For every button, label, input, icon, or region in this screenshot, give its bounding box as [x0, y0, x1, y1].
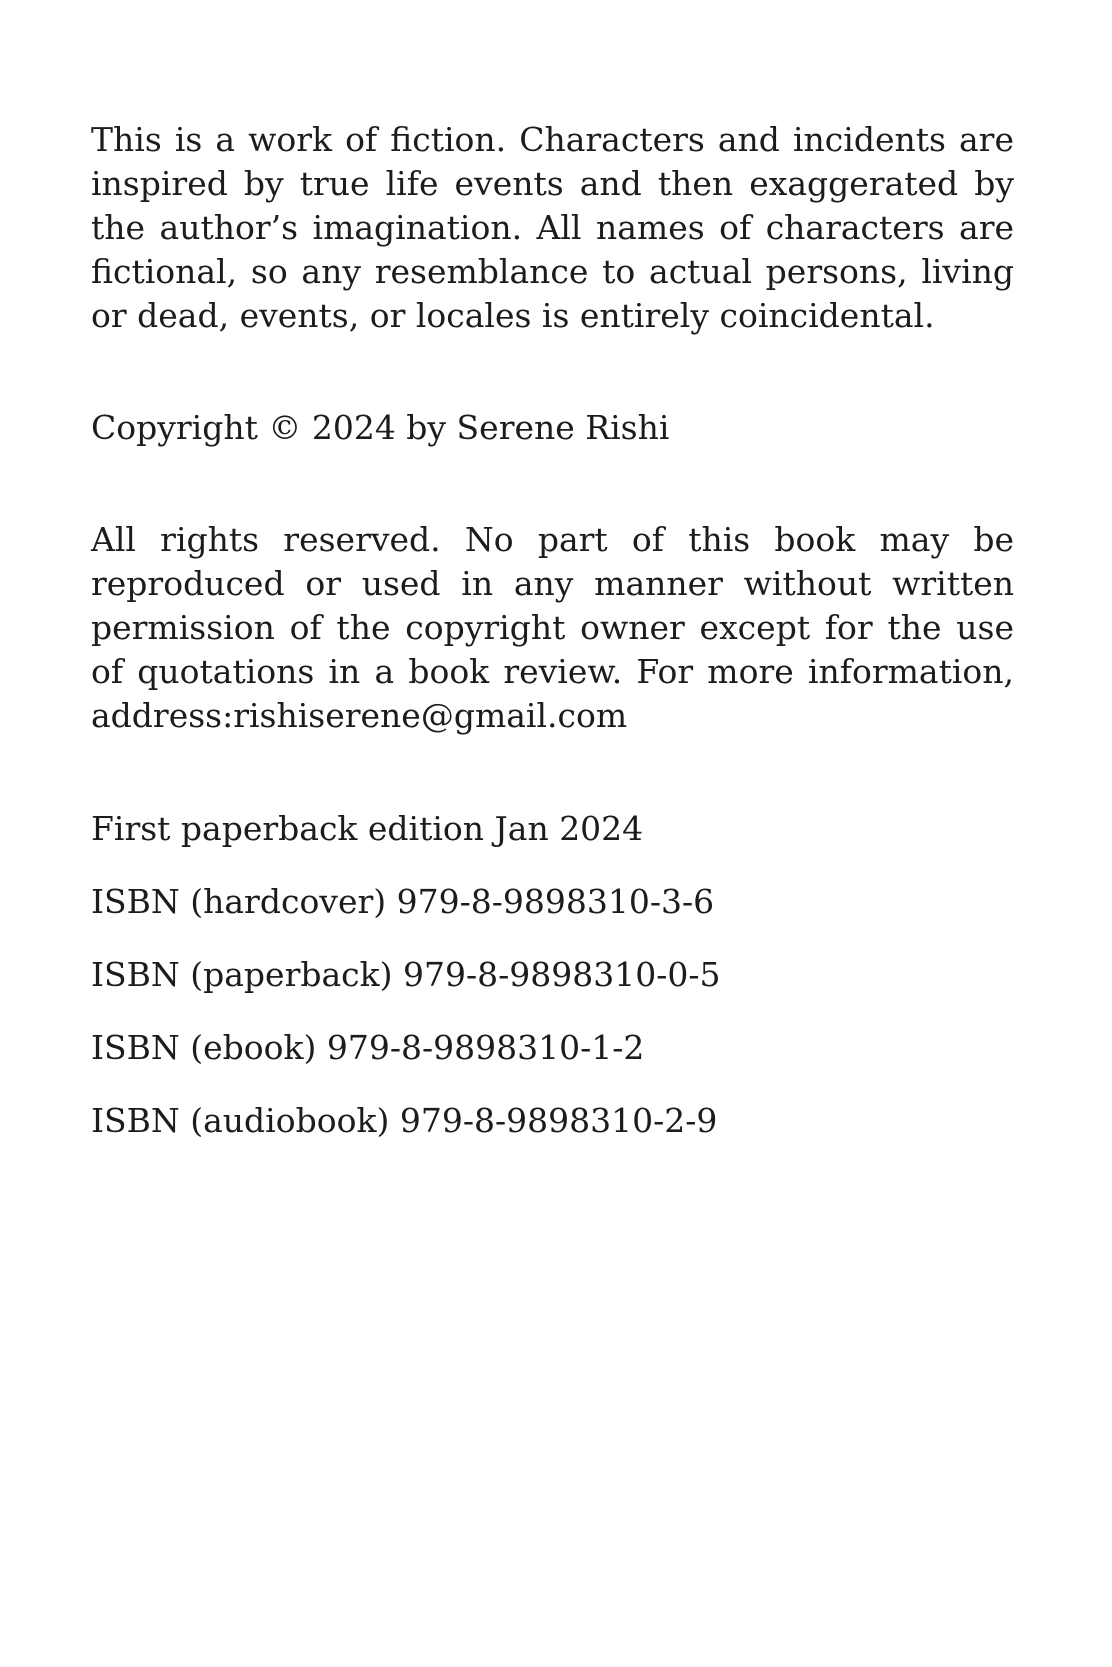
- fiction-disclaimer: This is a work of fiction. Characters and incidents are inspired by true life events and then exaggerated by the author’s imagination. All names of characters are fictional, so any resemblance to actual persons, living or dead, events, or locales is entirely coincidental.: [91, 120, 1014, 335]
- copyright-notice: Copyright © 2024 by Serene Rishi: [91, 408, 670, 447]
- edition-line: First paperback edition Jan 2024: [91, 809, 644, 848]
- isbn-hardcover: ISBN (hardcover) 979-8-9898310-3-6: [91, 882, 715, 921]
- isbn-audiobook: ISBN (audiobook) 979-8-9898310-2-9: [91, 1101, 718, 1140]
- isbn-paperback: ISBN (paperback) 979-8-9898310-0-5: [91, 955, 721, 994]
- isbn-ebook: ISBN (ebook) 979-8-9898310-1-2: [91, 1028, 645, 1067]
- page-content: [91, 118, 1014, 1143]
- rights-statement: All rights reserved. No part of this book may be reproduced or used in any manner without written permission of the copyright owner except for the use of quotations in a book review. For more information, address:rishiserene@gmail.com: [91, 520, 1014, 735]
